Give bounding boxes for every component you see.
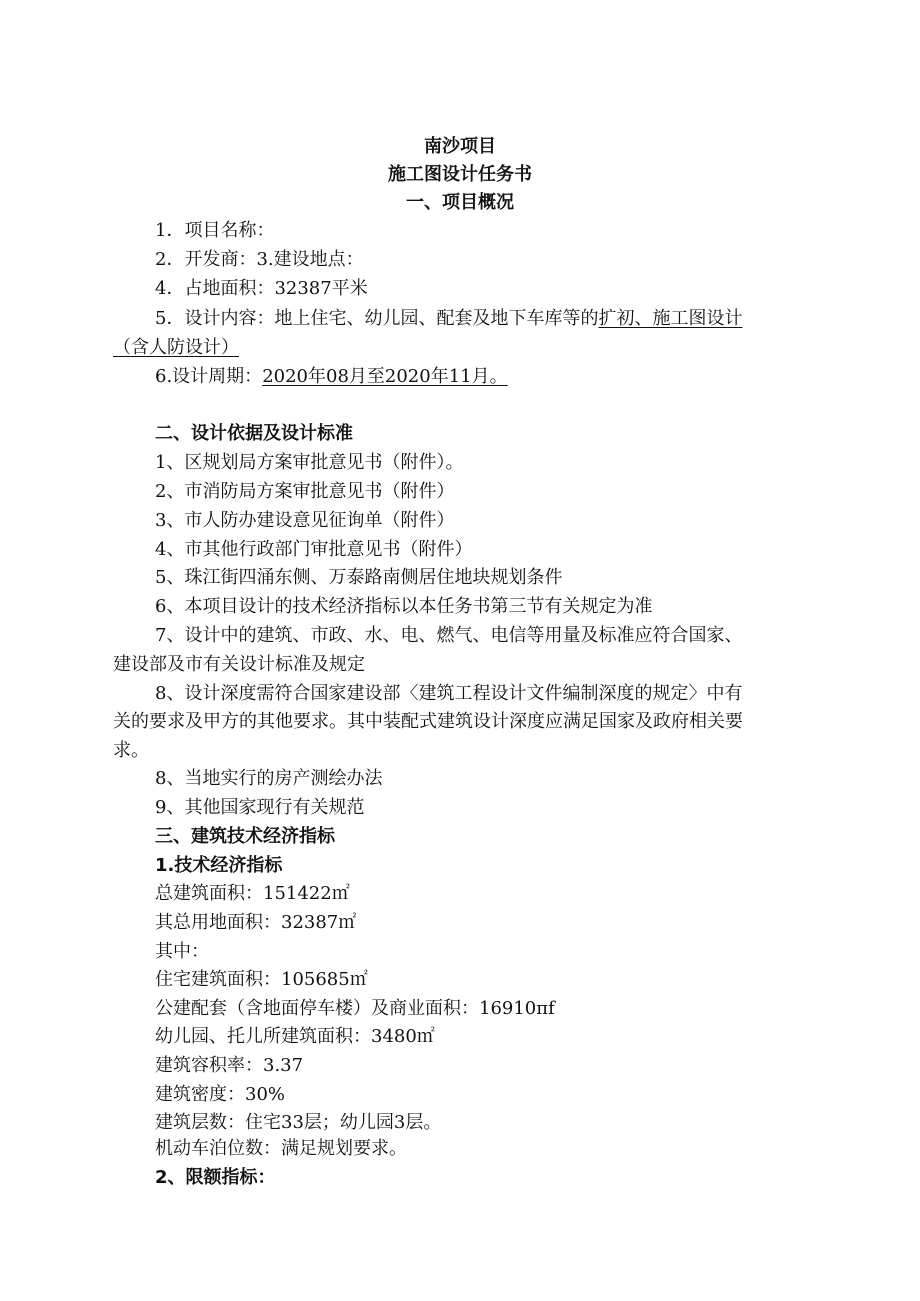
project-name-line: 1．项目名称： — [155, 220, 275, 241]
basis-item: 6、本项目设计的技术经济指标以本任务书第三节有关规定为准 — [155, 596, 653, 617]
design-content-label: 5．设计内容：地上住宅、幼儿园、配套及地下车库等的 — [155, 308, 599, 329]
section3-subheading-2: 2、限额指标： — [155, 1167, 276, 1188]
building-density-line: 建筑密度：30% — [155, 1084, 286, 1105]
design-content-continuation: （含人防设计） — [113, 337, 239, 358]
section3-subheading-1: 1.技术经济指标 — [155, 855, 283, 876]
developer-location-line: 2．开发商：3.建设地点： — [155, 249, 364, 270]
section1-heading: 一、项目概况 — [406, 192, 514, 213]
basis-item: 1、区规划局方案审批意见书（附件）。 — [155, 452, 464, 473]
total-area-line — [155, 882, 350, 906]
section2-heading: 二、设计依据及设计标准 — [155, 423, 353, 444]
section3-heading: 三、建筑技术经济指标 — [155, 826, 335, 847]
basis-item: 2、市消防局方案审批意见书（附件） — [155, 481, 455, 502]
basis-item: 3、市人防办建设意见征询单（附件） — [155, 510, 455, 531]
design-period-line — [155, 365, 508, 389]
design-content-underlined: 扩初、施工图设计 — [598, 308, 743, 329]
land-area-value: 32387平米 — [274, 278, 368, 299]
basis-item-7-line2: 建设部及市有关设计标准及规定 — [113, 654, 365, 675]
basis-item: 9、其他国家现行有关规范 — [155, 797, 365, 818]
total-area-value: 151422㎡ — [263, 883, 350, 904]
land-area-label: 4．占地面积： — [155, 278, 275, 299]
document-title-main: 施工图设计任务书 — [388, 164, 532, 185]
basis-item: 8、当地实行的房产测绘办法 — [155, 768, 383, 789]
land-use-area-label: 其总用地面积： — [155, 912, 281, 933]
basis-item: 5、珠江街四涌东侧、万泰路南侧居住地块规划条件 — [155, 567, 563, 588]
kindergarten-area-line — [155, 1025, 435, 1049]
floor-area-ratio-line: 建筑容积率：3.37 — [155, 1055, 304, 1076]
design-content-line — [155, 307, 742, 331]
kindergarten-area-value: 3480㎡ — [371, 1026, 435, 1047]
basis-item-8-line3: 求。 — [113, 740, 149, 761]
residential-area-value: 105685㎡ — [281, 969, 368, 990]
building-floors-line: 建筑层数：住宅33层；幼儿园3层。 — [155, 1112, 442, 1133]
land-use-area-value: 32387㎡ — [281, 912, 357, 933]
residential-area-label: 住宅建筑面积： — [155, 969, 281, 990]
among-label: 其中： — [155, 941, 209, 962]
design-period-label: 6.设计周期： — [155, 366, 263, 387]
kindergarten-area-label: 幼儿园、托儿所建筑面积： — [155, 1026, 371, 1047]
total-area-label: 总建筑面积： — [155, 883, 263, 904]
public-area-label: 公建配套（含地面停车楼）及商业面积： — [155, 998, 479, 1019]
document-title-project: 南沙项目 — [424, 136, 496, 157]
public-area-line — [155, 997, 555, 1021]
residential-area-line — [155, 968, 368, 992]
basis-item-8-line2: 关的要求及甲方的其他要求。其中装配式建筑设计深度应满足国家及政府相关要 — [113, 711, 743, 732]
land-use-area-line — [155, 911, 356, 935]
public-area-value: 16910πf — [479, 998, 555, 1019]
basis-item: 4、市其他行政部门审批意见书（附件） — [155, 539, 473, 560]
parking-line: 机动车泊位数：满足规划要求。 — [155, 1138, 407, 1159]
design-period-value: 2020年08月至2020年11月。 — [262, 366, 508, 387]
basis-item-7-line1: 7、设计中的建筑、市政、水、电、燃气、电信等用量及标准应符合国家、 — [155, 625, 743, 646]
basis-item-8-line1: 8、设计深度需符合国家建设部〈建筑工程设计文件编制深度的规定〉中有 — [155, 683, 743, 704]
land-area-line — [155, 277, 368, 301]
